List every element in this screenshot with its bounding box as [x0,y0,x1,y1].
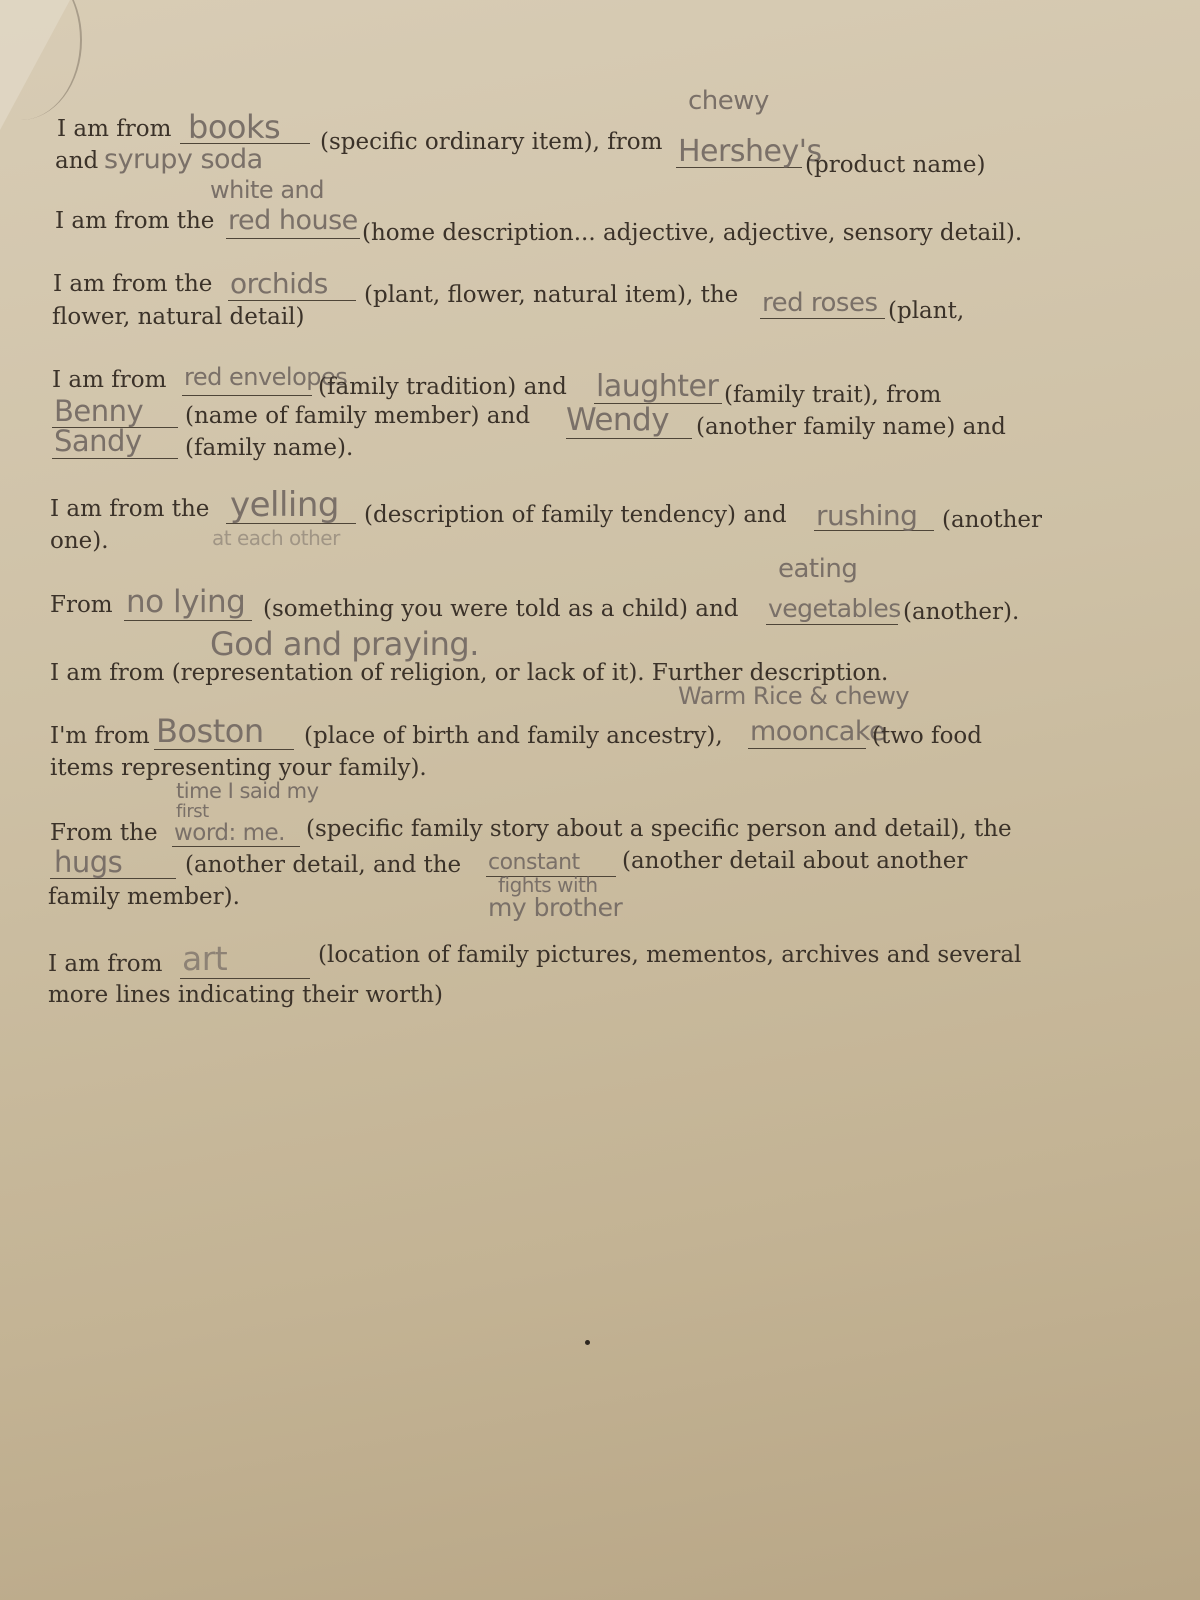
blank-16 [748,748,866,749]
answer-mooncake: mooncake [750,716,886,747]
blank-14 [766,624,898,625]
prompt-line-9c: (another detail, and the [185,852,462,878]
handwritten-first: first [176,801,209,822]
handwritten-white-and: white and [210,176,324,204]
blank-9 [566,438,692,439]
handwritten-chewy: chewy [688,86,769,116]
prompt-line-6b: (something you were told as a child) and [263,596,739,622]
prompt-line-9b: (specific family story about a specific person and detail), the [306,816,1012,842]
blank-5 [760,318,885,319]
answer-laughter: laughter [596,369,719,404]
prompt-line-10c: more lines indicating their worth) [48,982,443,1008]
prompt-line-5c: (another [942,507,1043,533]
answer-art: art [182,939,228,978]
answer-syrupy-soda: syrupy soda [104,144,263,175]
blank-17 [172,846,300,847]
handwritten-at-each-other: at each other [212,526,340,550]
blank-20 [180,978,310,979]
answer-hugs: hugs [54,845,123,879]
prompt-line-9a: From the [50,820,158,846]
answer-hersheys: Hershey's [678,134,822,169]
prompt-line-3a: I am from the [53,271,213,297]
answer-constant: constant [488,850,580,875]
prompt-line-4f: (family name). [185,435,354,461]
prompt-line-9d: (another detail about another [622,848,968,874]
handwritten-time-i-said-my: time I said my [176,779,319,803]
prompt-line-7a: I am from (representation of religion, or lack of it). Further description. [50,660,889,686]
prompt-line-2b: (home description... adjective, adjective, sensory detail). [362,220,1023,246]
handwritten-god-and-praying: God and praying. [210,625,479,663]
prompt-line-4d: (name of family member) and [185,403,531,429]
answer-boston: Boston [156,712,264,750]
handwritten-warm-rice-chewy: Warm Rice & chewy [678,682,910,710]
handwritten-fights-with: fights with [498,873,598,897]
prompt-line-8b: (place of birth and family ancestry), [304,723,723,749]
prompt-line-1d: and [55,148,99,174]
blank-13 [124,620,252,621]
prompt-line-6c: (another). [903,599,1020,625]
answer-orchids: orchids [230,267,328,300]
prompt-line-6a: From [50,592,113,618]
answer-word-me: word: me. [174,820,285,846]
answer-no-lying: no lying [126,584,246,620]
prompt-line-4c: (family trait), from [724,382,942,408]
answer-red-house: red house [228,205,358,236]
answer-sandy: Sandy [54,424,142,458]
prompt-line-10a: I am from [48,951,163,977]
blank-4 [228,300,356,301]
prompt-line-3c: (plant, [888,298,965,324]
prompt-line-1a: I am from [57,116,172,142]
answer-books: books [188,108,281,146]
prompt-line-5d: one). [50,528,109,554]
prompt-line-1b: (specific ordinary item), from [320,129,663,155]
prompt-line-3d: flower, natural detail) [52,304,305,330]
prompt-line-8d: items representing your family). [50,755,427,781]
prompt-line-4e: (another family name) and [696,414,1006,440]
prompt-line-3b: (plant, flower, natural item), the [364,282,739,308]
ink-dot [585,1340,590,1345]
prompt-line-1c: (product name) [805,152,986,178]
prompt-line-8c: (two food [872,723,982,749]
prompt-line-4b: (family tradition) and [318,374,567,400]
prompt-line-5b: (description of family tendency) and [364,502,787,528]
answer-yelling: yelling [230,485,340,525]
answer-rushing: rushing [816,499,918,532]
blank-3 [226,238,360,239]
answer-benny: Benny [54,394,144,428]
answer-red-envelopes: red envelopes [184,363,348,391]
blank-6 [182,395,312,396]
answer-vegetables: vegetables [768,594,901,623]
prompt-line-2a: I am from the [55,208,215,234]
prompt-line-4a: I am from [52,367,167,393]
prompt-line-5a: I am from the [50,496,210,522]
handwritten-my-brother: my brother [488,893,623,922]
prompt-line-9e: family member). [48,884,240,910]
answer-red-roses: red roses [762,288,878,318]
prompt-line-10b: (location of family pictures, mementos, archives and several [318,942,1022,968]
prompt-line-8a: I'm from [50,723,150,749]
handwritten-eating: eating [778,554,858,584]
answer-wendy: Wendy [566,402,670,438]
blank-10 [52,458,178,459]
